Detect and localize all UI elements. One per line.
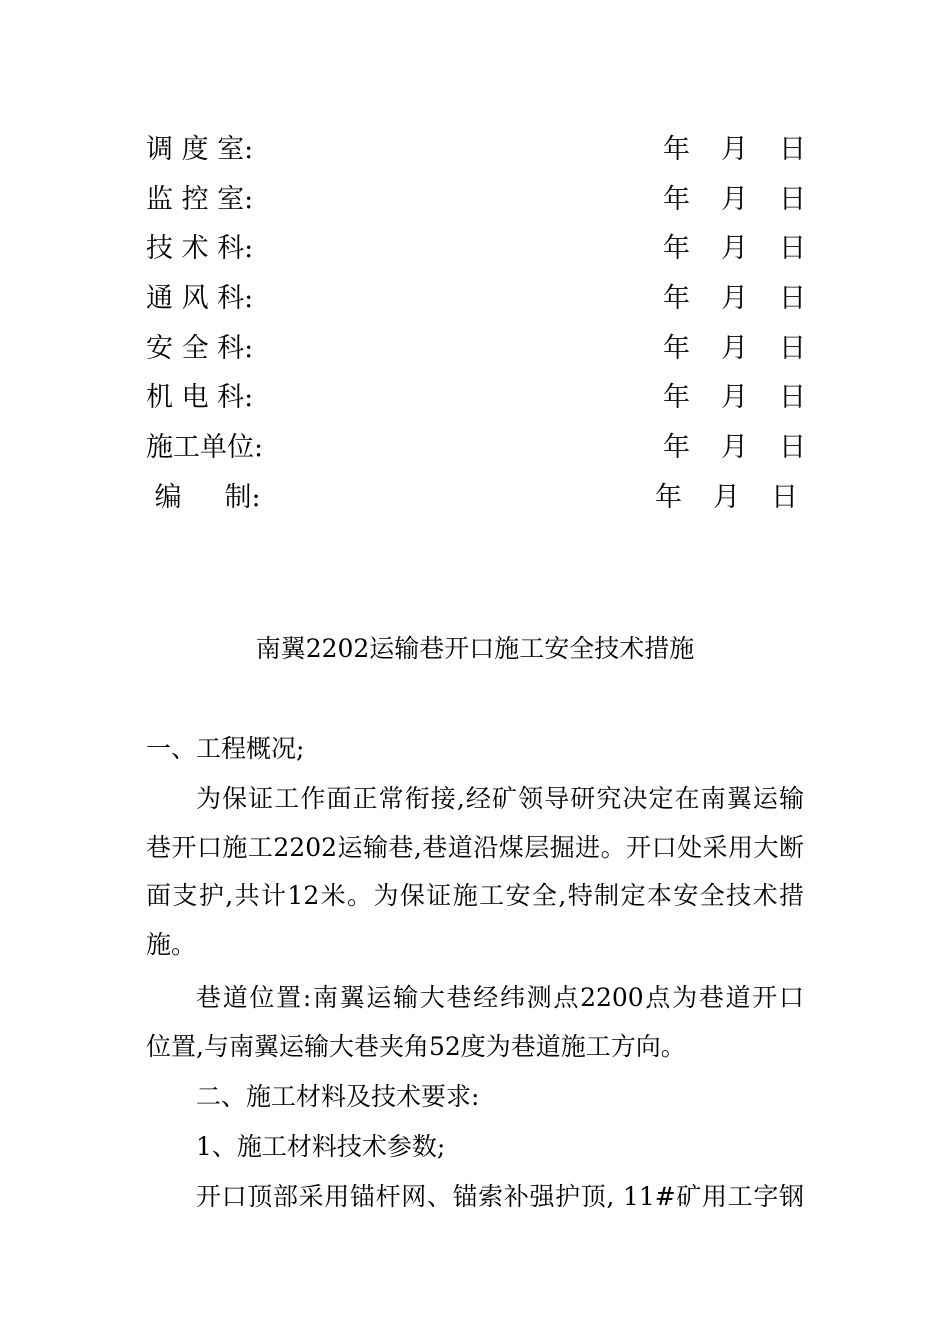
paragraph-line: 开口顶部采用锚杆网、锚索补强护顶, 11#矿用工字钢 [196, 1182, 804, 1211]
signoff-year: 年 [663, 333, 690, 364]
document-title: 南翼2202运输巷开口施工安全技术措施 [255, 634, 695, 663]
signoff-year: 年 [663, 184, 690, 215]
paragraph-line: 为保证工作面正常衔接,经矿领导研究决定在南翼运输 [196, 784, 804, 813]
paragraph-line: 巷开口施工2202运输巷,巷道沿煤层掘进。开口处采用大断 [146, 833, 804, 862]
paragraph-line: 施。 [146, 930, 197, 959]
signoff-year: 年 [663, 432, 690, 463]
signoff-month: 月 [721, 283, 748, 314]
signoff-month: 月 [713, 482, 740, 513]
signoff-row [0, 378, 950, 418]
signoff-label: 调 度 室: [146, 134, 254, 165]
signoff-label: 安 全 科: [146, 333, 254, 364]
subsection-heading: 1、施工材料技术参数; [196, 1132, 446, 1161]
signoff-row [0, 329, 950, 369]
signoff-label: 机 电 科: [146, 382, 254, 413]
signoff-day: 日 [779, 184, 806, 215]
section-heading: 二、施工材料及技术要求: [196, 1082, 480, 1111]
signoff-year: 年 [663, 382, 690, 413]
signoff-day: 日 [779, 432, 806, 463]
signoff-year: 年 [663, 283, 690, 314]
signoff-year: 年 [663, 134, 690, 165]
paragraph-line: 面支护,共计12米。为保证施工安全,特制定本安全技术措 [146, 881, 804, 910]
signoff-day: 日 [779, 233, 806, 264]
signoff-year: 年 [663, 233, 690, 264]
signoff-month: 月 [721, 432, 748, 463]
signoff-month: 月 [721, 333, 748, 364]
signoff-row [0, 130, 950, 170]
signoff-label: 编 制: [146, 482, 261, 513]
signoff-row [0, 180, 950, 220]
paragraph-line: 巷道位置:南翼运输大巷经纬测点2200点为巷道开口 [196, 983, 804, 1012]
signoff-day: 日 [779, 134, 806, 165]
signoff-day: 日 [779, 333, 806, 364]
signoff-year: 年 [655, 482, 682, 513]
signoff-row [0, 229, 950, 269]
signoff-month: 月 [721, 134, 748, 165]
signoff-month: 月 [721, 184, 748, 215]
signoff-label: 施工单位: [146, 432, 264, 463]
signoff-label: 监 控 室: [146, 184, 254, 215]
signoff-month: 月 [721, 233, 748, 264]
section-heading: 一、工程概况; [146, 734, 305, 763]
signoff-row [0, 279, 950, 319]
signoff-day: 日 [779, 283, 806, 314]
signoff-row [0, 428, 950, 468]
signoff-label: 通 风 科: [146, 283, 254, 314]
paragraph-line: 位置,与南翼运输大巷夹角52度为巷道施工方向。 [146, 1032, 686, 1061]
signoff-month: 月 [721, 382, 748, 413]
signoff-day: 日 [771, 482, 798, 513]
signoff-day: 日 [779, 382, 806, 413]
signoff-row [0, 478, 950, 518]
signoff-label: 技 术 科: [146, 233, 254, 264]
